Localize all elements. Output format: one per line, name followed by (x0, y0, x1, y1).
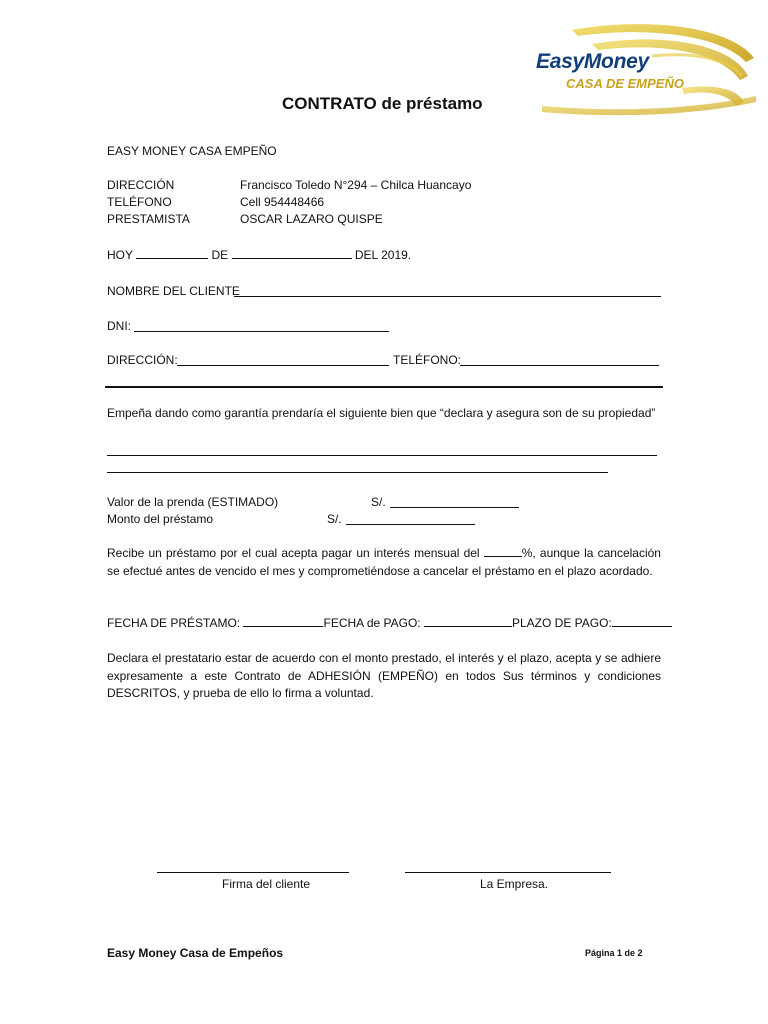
pledge-item-line-1[interactable] (107, 443, 657, 456)
logo-tagline: CASA DE EMPEÑO (566, 76, 684, 91)
fecha-prestamo-label: FECHA DE PRÉSTAMO: (107, 616, 241, 630)
logo-brand: EasyMoney (536, 50, 649, 73)
date-de-label: DE (211, 248, 229, 262)
info-label-phone: TELÉFONO (107, 195, 172, 209)
footer-page-number: Página 1 de 2 (585, 948, 643, 958)
client-phone-label: TELÉFONO: (393, 353, 462, 367)
company-signature-label: La Empresa. (479, 877, 549, 891)
interest-text-end: %, aunque la cancelación se efectué antes de vencido el mes y comprometiéndose a cancelar el préstamo en el plazo acordado. (107, 546, 661, 578)
valor-label: Valor de la prenda (ESTIMADO) (107, 495, 279, 509)
info-value-address: Francisco Toledo N°294 – Chilca Huancayo (240, 178, 472, 192)
pledge-text: Empeña dando como garantía prendaría el siguiente bien que “declara y asegura son de su propiedad” (107, 406, 656, 420)
date-del-label: DEL (354, 248, 378, 262)
company-name: EASY MONEY CASA EMPEÑO (107, 144, 277, 158)
plazo-field[interactable] (612, 615, 672, 627)
client-phone-field[interactable] (460, 353, 659, 366)
interest-rate-field[interactable] (484, 545, 522, 557)
dni-label: DNI: (107, 319, 131, 333)
fecha-pago-field[interactable] (424, 615, 512, 627)
monto-field[interactable] (346, 512, 475, 525)
info-value-lender: OSCAR LAZARO QUISPE (240, 212, 383, 226)
section-divider (105, 386, 663, 388)
client-signature-line[interactable] (157, 862, 349, 873)
plazo-label: PLAZO DE PAGO: (511, 616, 612, 630)
client-signature-label: Firma del cliente (221, 877, 311, 891)
declaration-text: Declara el prestatario estar de acuerdo con el monto prestado, el interés y el plazo, acepta y se adhiere expresamente a este Contrato de ADHESIÓN (EMPEÑO) en todos Sus términos y condiciones DESCRITOS, y prueba de ello lo firma a voluntad. (107, 651, 661, 700)
info-label-lender: PRESTAMISTA (107, 212, 190, 226)
info-label-address: DIRECCIÓN (107, 178, 175, 192)
page-title: CONTRATO de préstamo (282, 94, 483, 113)
date-year: 2019. (381, 248, 412, 262)
monto-currency: S/. (327, 512, 342, 526)
client-address-field[interactable] (177, 353, 389, 366)
interest-text-start: Recibe un préstamo por el cual acepta pagar un interés mensual del (107, 546, 480, 560)
info-value-phone: Cell 954448466 (240, 195, 325, 209)
date-day-field[interactable] (136, 247, 208, 259)
date-hoy-label: HOY (107, 248, 133, 262)
valor-currency: S/. (371, 495, 386, 509)
date-month-field[interactable] (232, 247, 352, 259)
client-name-label: NOMBRE DEL CLIENTE (107, 284, 240, 298)
footer-company: Easy Money Casa de Empeños (107, 946, 284, 960)
company-signature-line[interactable] (405, 862, 611, 873)
client-address-label: DIRECCIÓN: (107, 353, 178, 367)
monto-label: Monto del préstamo (107, 512, 214, 526)
fecha-pago-label: FECHA de PAGO: (323, 616, 421, 630)
pledge-item-line-2[interactable] (107, 460, 608, 473)
client-name-field[interactable] (234, 284, 661, 297)
dni-field[interactable] (134, 319, 389, 332)
company-logo (532, 18, 762, 120)
interest-paragraph (107, 545, 661, 580)
valor-field[interactable] (390, 495, 519, 508)
fecha-prestamo-field[interactable] (243, 615, 323, 627)
loan-dates-row (107, 615, 672, 631)
date-line (107, 247, 411, 263)
